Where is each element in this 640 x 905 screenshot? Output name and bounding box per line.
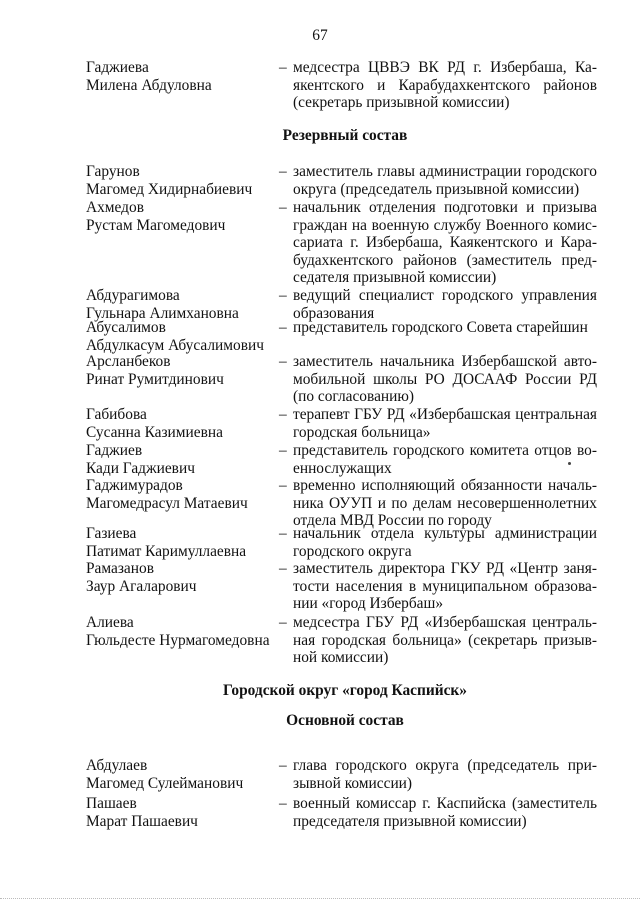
role-line: ной комиссии) xyxy=(293,649,389,667)
dash-separator: – xyxy=(279,199,287,216)
name-line: Магомед Хидирнабиевич xyxy=(86,180,253,198)
member-role xyxy=(293,525,597,560)
member-name xyxy=(86,406,276,441)
role-line: зывной комиссии) xyxy=(293,774,413,792)
member-name xyxy=(86,525,276,560)
name-line: Газиева xyxy=(86,525,137,542)
role-line: будахкентского районов (заместитель пред- xyxy=(293,251,597,269)
role-line: председателя призывной комиссии) xyxy=(293,812,527,830)
role-line: сариата г. Избербаша, Каякентского и Кара- xyxy=(293,234,597,252)
role-line: тости населения в муниципальном образова- xyxy=(293,577,597,595)
role-line: начальник отделения подготовки и призыва xyxy=(293,199,597,216)
name-line: Гюльдесте Нурмагомедовна xyxy=(86,631,270,649)
name-line: Абусалимов xyxy=(86,319,166,336)
dash-separator: – xyxy=(279,319,287,336)
name-line: Ринат Румитдинович xyxy=(86,370,224,388)
name-line: Магомед Сулейманович xyxy=(86,774,244,792)
dash-separator: – xyxy=(279,757,287,774)
dash-separator: – xyxy=(279,614,287,631)
member-name xyxy=(86,287,276,322)
dash-separator: – xyxy=(279,163,287,180)
role-line: медсестра ГБУ РД «Избербашская централь- xyxy=(293,614,597,631)
role-line: (секретарь призывной комиссии) xyxy=(293,94,510,112)
member-role xyxy=(293,406,597,441)
name-line: Магомедрасул Матаевич xyxy=(86,494,248,512)
section-heading: Резервный состав xyxy=(282,127,408,144)
dash-separator: – xyxy=(279,795,287,812)
role-line: представитель городского Совета старейшин xyxy=(293,319,588,336)
name-line: Пашаев xyxy=(86,795,137,812)
role-line: глава городского округа (председатель при- xyxy=(293,757,597,774)
role-line: представитель городского комитета отцов во- xyxy=(293,442,597,459)
role-line: городского округа xyxy=(293,542,412,560)
member-role xyxy=(293,59,597,112)
member-role xyxy=(293,614,597,667)
name-line: Абдурагимова xyxy=(86,287,180,304)
name-line: Алиева xyxy=(86,614,134,631)
section-heading: Городской округ «город Каспийск» xyxy=(222,682,467,699)
role-line: заместитель директора ГКУ РД «Центр заня- xyxy=(293,560,597,577)
dash-separator: – xyxy=(279,442,287,459)
role-line: заместитель главы администрации городского xyxy=(293,163,597,180)
name-line: Гаджимурадов xyxy=(86,477,183,494)
dash-separator: – xyxy=(279,477,287,494)
role-line: начальник отдела культуры администрации xyxy=(293,525,597,542)
role-line: нии «город Избербаш» xyxy=(293,595,444,613)
member-name xyxy=(86,757,276,792)
scan-edge xyxy=(0,898,640,900)
name-line: Абдулаев xyxy=(86,757,148,774)
member-role xyxy=(293,287,597,322)
role-line: седателя призывной комиссии) xyxy=(293,269,497,287)
role-line: отдела МВД России по городу xyxy=(293,512,492,530)
name-line: Рамазанов xyxy=(86,560,154,577)
member-name xyxy=(86,560,276,595)
role-line: (по согласованию) xyxy=(293,388,414,406)
member-role xyxy=(293,163,597,198)
dash-separator: – xyxy=(279,525,287,542)
member-role xyxy=(293,560,597,613)
role-line: военный комиссар г. Каспийска (заместитель xyxy=(293,795,597,812)
role-line: якентского и Карабудахкентского районов xyxy=(293,76,597,94)
member-role xyxy=(293,199,597,287)
role-line: мобильной школы РО ДОСААФ России РД xyxy=(293,370,597,388)
name-line: Гульнара Алимхановна xyxy=(86,304,239,322)
name-line: Гаджиева xyxy=(86,59,149,76)
role-line: ная городская больница» (секретарь призыв- xyxy=(293,631,597,649)
name-line: Габибова xyxy=(86,406,147,423)
member-name xyxy=(86,795,276,830)
role-line: образования xyxy=(293,304,375,322)
member-name xyxy=(86,614,276,649)
role-line: городская больница» xyxy=(293,423,431,441)
name-line: Гарунов xyxy=(86,163,140,180)
page-number: 67 xyxy=(312,27,328,44)
member-name xyxy=(86,319,276,354)
role-line: временно исполняющий обязанности началь- xyxy=(293,477,597,494)
name-line: Кади Гаджиевич xyxy=(86,459,195,477)
member-role xyxy=(293,757,597,792)
name-line: Марат Пашаевич xyxy=(86,812,198,830)
role-line: округа (председатель призывной комиссии) xyxy=(293,180,580,198)
name-line: Гаджиев xyxy=(86,442,143,459)
name-line: Милена Абдуловна xyxy=(86,76,212,94)
role-line: медсестра ЦВВЭ ВК РД г. Избербаша, Ка- xyxy=(293,59,597,76)
name-line: Рустам Магомедович xyxy=(86,216,226,234)
role-line: ника ОУУП и по делам несовершеннолетних xyxy=(293,494,597,512)
dash-separator: – xyxy=(279,406,287,423)
role-line: ведущий специалист городского управления xyxy=(293,287,597,304)
member-role xyxy=(293,477,597,530)
name-line: Абдулкасум Абусалимович xyxy=(86,336,264,354)
member-name xyxy=(86,59,276,94)
role-line: терапевт ГБУ РД «Избербашская центральная xyxy=(293,406,597,423)
member-role xyxy=(293,319,597,337)
name-line: Патимат Каримуллаевна xyxy=(86,542,247,560)
dash-separator: – xyxy=(279,560,287,577)
member-name xyxy=(86,199,276,234)
member-name xyxy=(86,163,276,198)
role-line: граждан на военную службу Военного комис- xyxy=(293,216,597,234)
member-name xyxy=(86,353,276,388)
role-line: заместитель начальника Избербашской авто- xyxy=(293,353,597,370)
dash-separator: – xyxy=(279,59,287,76)
name-line: Арсланбеков xyxy=(86,353,171,370)
member-role xyxy=(293,353,597,406)
member-name xyxy=(86,477,276,512)
member-role xyxy=(293,795,597,830)
name-line: Заур Агаларович xyxy=(86,577,197,595)
name-line: Ахмедов xyxy=(86,199,144,216)
member-role xyxy=(293,442,597,477)
name-line: Сусанна Казимиевна xyxy=(86,423,223,441)
section-heading: Основной состав xyxy=(286,712,404,729)
role-line: еннослужащих xyxy=(293,459,392,477)
member-name xyxy=(86,442,276,477)
dash-separator: – xyxy=(279,287,287,304)
dash-separator: – xyxy=(279,353,287,370)
